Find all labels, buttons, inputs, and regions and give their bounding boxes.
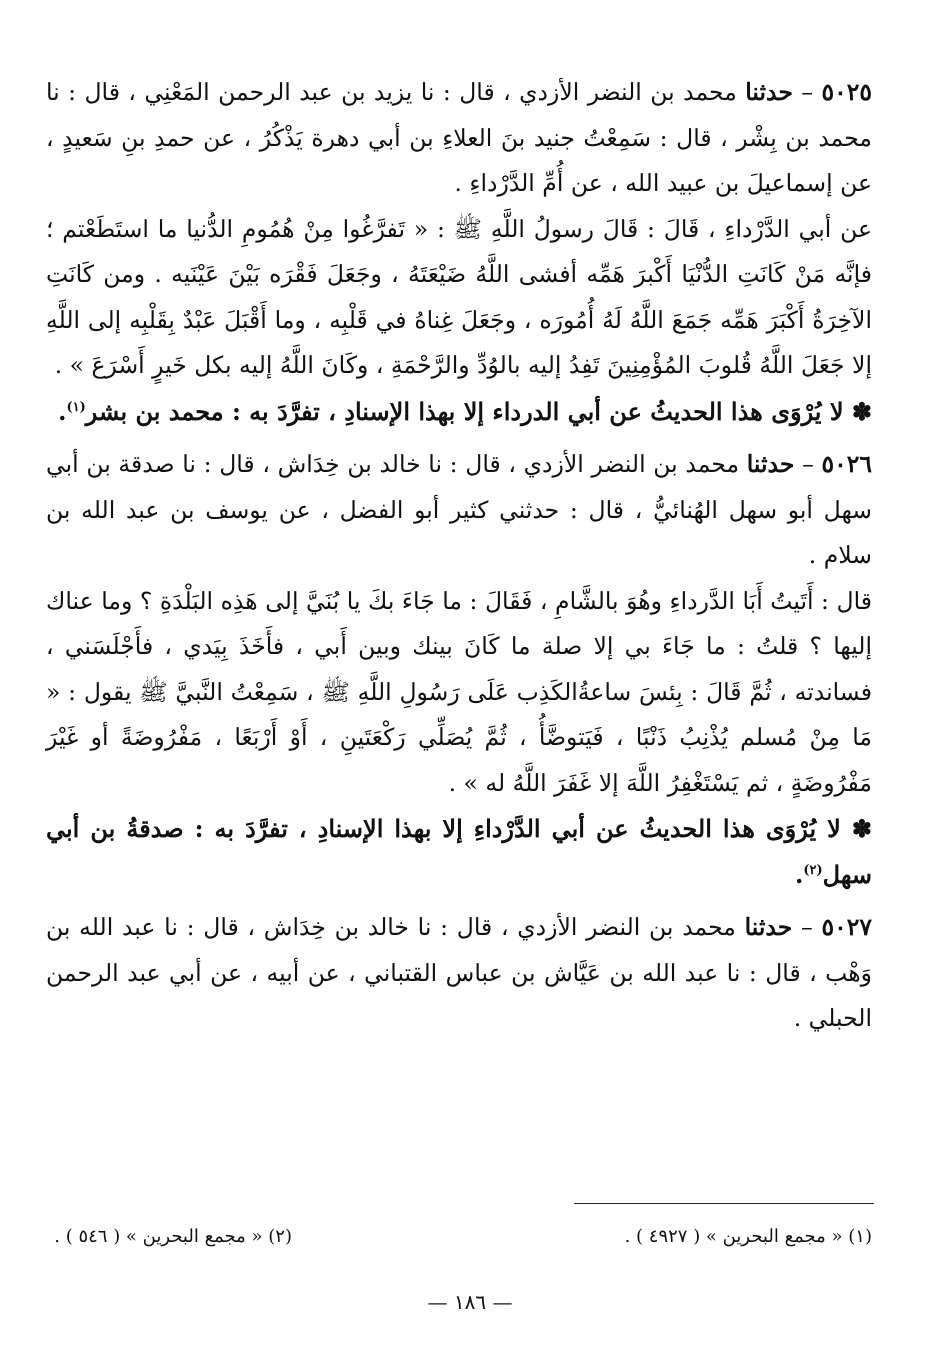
- footnote-divider: [574, 1203, 874, 1204]
- hadith-5027-isnad: [46, 905, 872, 1042]
- page-number: — ١٨٦ —: [427, 1290, 513, 1314]
- isnad-text: محمد بن النضر الأزدي ، قال : نا خالد بن خِدَاش ، قال : نا صدقة بن أبي سهل أبو سهل الهُنائيُّ ، قال : حدثني كثير أبو الفضل ، عن يوسف بن عبد الله بن سلام .: [46, 450, 872, 569]
- hadith-5025-isnad: [46, 70, 872, 207]
- footnote-2: (٢) « مجمع البحرين » ( ٥٤٦ ) .: [54, 1226, 292, 1247]
- footnote-ref[interactable]: (١): [66, 399, 86, 415]
- hadith-5025-matn: عن أبي الدَّرْداءِ ، قَالَ : قَالَ رسولُ اللَّهِ ﷺ : « تَفرَّغُوا مِنْ هُمُومِ الدُّنيا ما استَطَعْتم ؛ فإنَّه مَنْ كَانَتِ الدُّنْيَا أَكْبرَ هَمِّه أفشى اللَّهُ ضَيْعَتَهُ ، وجَعَلَ فَقْرَه بَيْنَ عَيْنَيه . ومن كَانَتِ الآخِرَةُ أَكْبَرَ هَمِّه جَمَعَ اللَّهُ لَهُ أُمُورَه ، وجَعَلَ غِناهُ في قَلْبِه ، وما أَقْبَلَ عَبْدٌ بِقَلْبِه إلى اللَّهِ إلا جَعَلَ اللَّهُ قُلوبَ المُؤْمِنِينَ تَفِدُ إليه بالوُدِّ والرَّحْمَةِ ، وكَانَ اللَّهُ إليه بكل خَيرٍ أَسْرَعَ » .: [46, 214, 872, 379]
- page-body: [46, 70, 872, 1042]
- hadith-5026-matn: قال : أَتَيتُ أَبَا الدَّرداءِ وهُوَ بالشَّامِ ، فَقَالَ : ما جَاءَ بكَ يا بُنَيَّ إلى هَذِه البَلْدَةِ ؟ وما عناك إليها ؟ قلتُ : ما جَاءَ بي إلا صلة ما كَانَ بينك وبين أَبي ، فأَخَذَ بِيَدي ، فأَجْلَسَني ، فساندته ، ثُمَّ قَالَ : بِئسَ ساعةُالكَذِب عَلَى رَسُولِ اللَّهِ ﷺ ، سَمِعْتُ النَّبيَّ ﷺ يقول : « مَا مِنْ مُسلم يُذْنِبُ ذَنْبًا ، فَيَتوضَّأُ ، ثُمَّ يُصَلِّي رَكْعَتَينِ ، أَوْ أَرْبَعًا ، مَفْرُوضَةً أو غَيْرَ مَفْرُوضَةٍ ، ثم يَسْتَغْفِرُ اللَّهَ إلا غَفَرَ اللَّهُ له » .: [46, 586, 872, 797]
- hadith-number: ٥٠٢٦: [821, 450, 872, 478]
- isnad-text: محمد بن النضر الأزدي ، قال : نا يزيد بن عبد الرحمن المَعْنِي ، قال : نا محمد بن بِشْر ، قال : سَمِعْتُ جنيد بنَ العلاءِ بن أبي دهرة يَذْكُرُ ، عن حمدِ بنِ سَعيدٍ ، عن إسماعيلَ بن عبيد الله ، عن أُمِّ الدَّرْداءِ .: [46, 78, 872, 197]
- hadith-lead: حدثنا: [746, 450, 795, 478]
- note-text: ✽ لا يُرْوَى هذا الحديثُ عن أبي الدرداء إلا بهذا الإسنادِ ، تفرَّدَ به : محمد بن بشر: [85, 396, 872, 426]
- note-text: ✽ لا يُرْوَى هذا الحديثُ عن أبي الدَّرْداءِ إلا بهذا الإسنادِ ، تفرَّدَ به : صدقةُ بن أبي سهل: [46, 814, 872, 889]
- footnote-1: (١) « مجمع البحرين » ( ٤٩٢٧ ) .: [624, 1226, 872, 1247]
- dash: –: [792, 78, 822, 106]
- hadith-lead: حدثنا: [744, 913, 793, 941]
- dash: –: [792, 913, 822, 941]
- note-end: .: [794, 859, 804, 889]
- footnote-ref[interactable]: (٢): [803, 862, 823, 878]
- hadith-5026-isnad: [46, 442, 872, 579]
- hadith-5025-note: [46, 389, 872, 435]
- dash: –: [794, 450, 822, 478]
- hadith-number: ٥٠٢٥: [821, 78, 872, 106]
- hadith-lead: حدثنا: [745, 78, 793, 106]
- isnad-text: محمد بن النضر الأزدي ، قال : نا خالد بن خِدَاش ، قال : نا عبد الله بن وَهْب ، قال : نا عبد الله بن عَيَّاش بن عباس القتباني ، عن أبيه ، عن أبي عبد الرحمن الحبلي .: [46, 913, 872, 1032]
- footnotes: [46, 1222, 872, 1252]
- hadith-number: ٥٠٢٧: [821, 913, 872, 941]
- note-end: .: [58, 396, 67, 426]
- hadith-5026-note: [46, 806, 872, 897]
